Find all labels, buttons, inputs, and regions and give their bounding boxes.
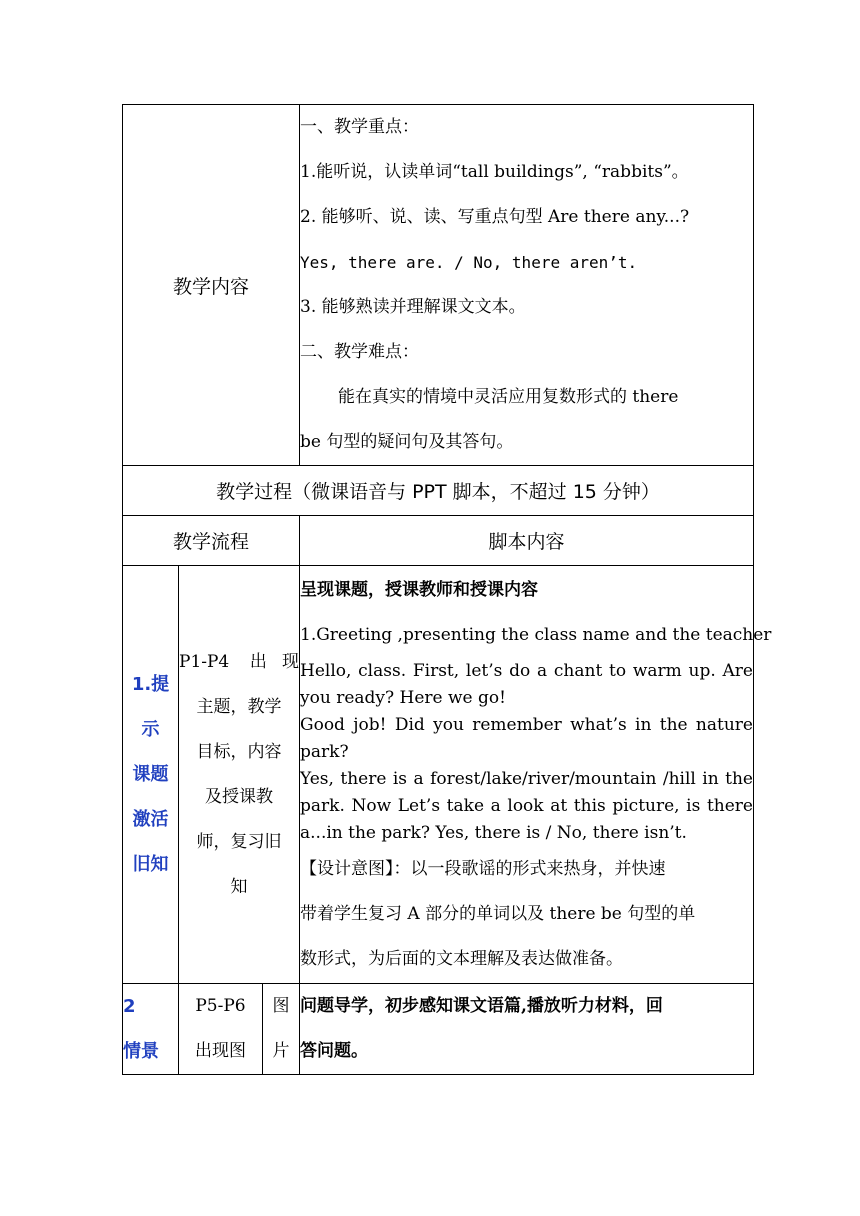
step1-greeting: 1.Greeting ,presenting the class name and the teacher [300, 624, 772, 645]
key-point-2: 2. 能够听、说、读、写重点句型 Are there any...? [300, 207, 690, 227]
step1-stage-line: 示 [141, 719, 160, 740]
step1-stage-line: 1.提 [131, 674, 170, 695]
step1-stage-line: 课题 [132, 764, 169, 785]
step1-design-line: 带着学生复习 A 部分的单词以及 there be 句型的单 [300, 903, 696, 924]
step1-stage-line: 激活 [132, 809, 169, 830]
step1-pages-line: 及授课教 [205, 786, 273, 807]
difficulty-heading: 二、教学难点： [300, 342, 419, 362]
step2-pages-line: 出现图 [195, 1041, 246, 1061]
step1-pages-line: P1-P4 出现 [179, 651, 299, 672]
teaching-content-label: 教学内容 [123, 105, 300, 466]
flow-header: 教学流程 [123, 516, 300, 566]
process-header-row [123, 466, 754, 516]
step1-script [300, 566, 772, 984]
step1-script-para: Hello, class. First, let’s do a chant to warm up. Are you ready? Here we go! [300, 660, 753, 708]
step2-extra-line: 片 [272, 1041, 290, 1061]
step1-pages-line: 目标，内容 [196, 741, 282, 762]
step1-heading: 呈现课题，授课教师和授课内容 [300, 579, 538, 600]
key-point-1: 1.能听说，认读单词“tall buildings”, “rabbits”。 [300, 162, 689, 182]
key-points-heading: 一、教学重点： [300, 117, 419, 137]
step1-pages-line: 师，复习旧 [196, 831, 282, 852]
script-header: 脚本内容 [300, 516, 754, 566]
teaching-content-cell [300, 105, 754, 466]
key-point-2-answer: Yes, there are. / No, there aren’t. [300, 253, 638, 272]
step2-extra-line: 图 [272, 996, 290, 1016]
step1-script-para: Good job! Did you remember what’s in the nature park? [300, 714, 753, 762]
step2-row [123, 984, 754, 1075]
step1-pages [179, 566, 300, 984]
difficulty-line-1: 能在真实的情境中灵活应用复数形式的 there [338, 387, 679, 407]
step1-pages-line: 知 [230, 876, 248, 897]
step2-stage-line: 2 [123, 996, 136, 1017]
step2-extra [263, 984, 300, 1075]
step2-script [300, 984, 754, 1075]
step1-script-para: Yes, there is a forest/lake/river/mountain /hill in the park. Now Let’s take a look at this picture, is there a...in the park? Yes, there is / No, there isn’t. [300, 768, 753, 843]
column-header-row [123, 516, 754, 566]
step1-stage [123, 566, 179, 984]
step1-design-line: 【设计意图】：以一段歌谣的形式来热身，并快速 [300, 858, 666, 879]
step2-heading-line: 答问题。 [300, 1041, 368, 1061]
step1-stage-line: 旧知 [132, 854, 169, 875]
process-header: 教学过程（微课语音与 PPT 脚本，不超过 15 分钟） [123, 466, 754, 516]
step1-row [123, 566, 754, 984]
key-point-3: 3. 能够熟读并理解课文文本。 [300, 297, 526, 317]
step2-pages [179, 984, 263, 1075]
step2-pages-line: P5-P6 [195, 996, 246, 1016]
difficulty-line-2: be 句型的疑问句及其答句。 [300, 432, 514, 452]
lesson-plan-table [122, 104, 772, 1075]
step2-stage [123, 984, 179, 1075]
step1-design-line: 数形式，为后面的文本理解及表达做准备。 [300, 948, 623, 969]
step2-heading-line: 问题导学，初步感知课文语篇,播放听力材料，回 [300, 996, 663, 1016]
step1-pages-line: 主题，教学 [196, 696, 282, 717]
step2-stage-line: 情景 [123, 1041, 159, 1062]
teaching-content-row [123, 105, 754, 466]
